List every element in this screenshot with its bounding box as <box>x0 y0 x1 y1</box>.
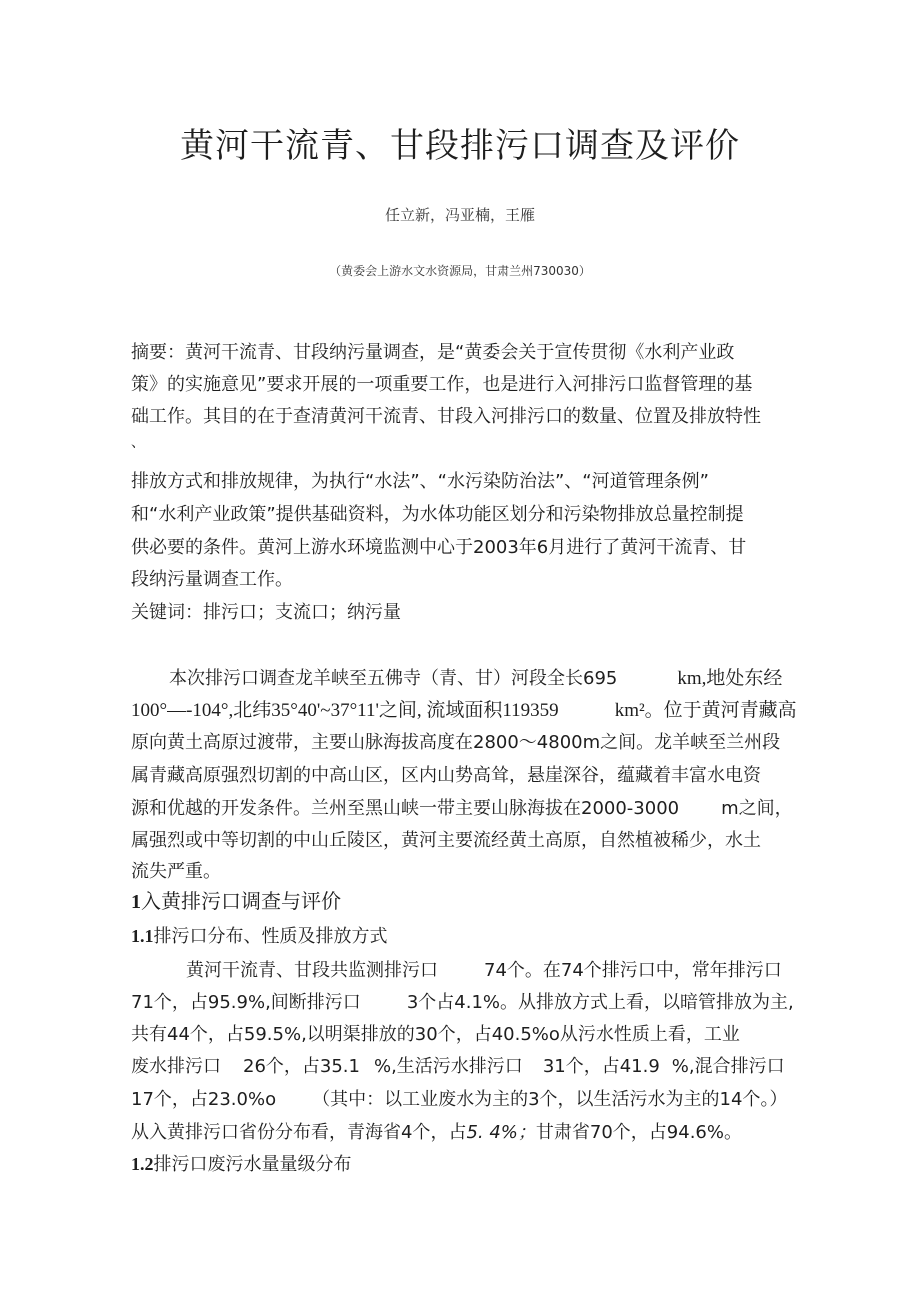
body-text: 本次排污口调查龙羊峡至五佛寺（青、甘）河段全长695 <box>169 668 618 689</box>
body-line: 原向黄土高原过渡带，主要山脉海拔高度在2800～4800m之间。龙羊峡至兰州段 <box>131 732 781 753</box>
body-text: 31个，占41.9 <box>542 1056 660 1077</box>
affiliation: （黄委会上游水文水资源局，甘肃兰州730030） <box>329 264 591 278</box>
body-line <box>131 1085 787 1111</box>
section-title: 排污口废污水量量级分布 <box>153 1154 352 1175</box>
body-line <box>131 988 794 1014</box>
body-text: 71个，占95.9%,间断排污口 <box>131 992 361 1013</box>
paper-title: 黄河干流青、甘段排污口调查及评价 <box>180 126 740 166</box>
body-text: km²。位于黄河青藏高 <box>614 700 797 721</box>
abstract-line: 础工作。其目的在于查清黄河干流青、甘段入河排污口的数量、位置及排放特性 <box>131 406 761 427</box>
body-text: 17个，占23.0%o <box>131 1089 277 1110</box>
body-text: %,混合排污口 <box>671 1056 785 1077</box>
body-text: 废水排污口 <box>131 1056 221 1077</box>
body-text: 26个，占35.1 <box>243 1056 360 1077</box>
body-text: 黄河干流青、甘段共监测排污口 <box>186 960 438 981</box>
body-text: （其中：以工业废水为主的3个，以生活污水为主的14个。） <box>312 1089 788 1110</box>
body-line <box>169 663 782 690</box>
body-line <box>131 1118 742 1144</box>
body-line <box>131 1052 785 1078</box>
keywords: 关键词：排污口；支流口；纳污量 <box>131 602 401 623</box>
subsection-heading <box>131 922 388 948</box>
section-number: 1.1 <box>131 926 154 946</box>
body-line <box>186 956 782 982</box>
body-text: km,地处东经 <box>677 668 783 689</box>
abstract-line: 摘要：黄河干流青、甘段纳污量调查，是“黄委会关于宣传贯彻《水利产业政 <box>131 342 735 363</box>
body-text: 3个占4.1%。从排放方式上看，以暗管排放为主, <box>406 992 794 1013</box>
body-text: %,生活污水排污口 <box>373 1056 523 1077</box>
abstract-line: 策》的实施意见”要求开展的一项重要工作，也是进行入河排污口监督管理的基 <box>131 374 753 395</box>
body-line: 共有44个，占59.5%,以明渠排放的30个，占40.5%o从污水性质上看，工业 <box>131 1024 740 1045</box>
abstract-line: 和“水利产业政策”提供基础资料，为水体功能区划分和污染物排放总量控制提 <box>131 504 744 525</box>
body-text: 从入黄排污口省份分布看，青海省4个，占 <box>131 1122 467 1143</box>
abstract-line: 排放方式和排放规律，为执行“水法”、“水污染防治法”、“河道管理条例” <box>131 471 709 492</box>
body-line: 属青藏高原强烈切割的中高山区，区内山势高耸，悬崖深谷，蕴藏着丰富水电资 <box>131 765 761 786</box>
section-number: 1.2 <box>131 1154 154 1174</box>
section-heading <box>131 885 341 914</box>
body-text: 100°—-104°,北纬35°40'~37°11'之间, 流域面积119359 <box>131 700 559 721</box>
abstract-line: 段纳污量调查工作。 <box>131 569 293 590</box>
abstract-line: 供必要的条件。黄河上游水环境监测中心于2003年6月进行了黄河干流青、甘 <box>131 537 747 558</box>
body-text: 源和优越的开发条件。兰州至黑山峡一带主要山脉海拔在2000-3000 <box>131 798 680 819</box>
author-list: 任立新，冯亚楠，王雁 <box>384 206 535 224</box>
section-title: 排污口分布、性质及排放方式 <box>153 926 388 947</box>
abstract-line: 、 <box>131 435 145 451</box>
body-text: 甘肃省70个，占94.6%。 <box>535 1122 742 1143</box>
subsection-heading <box>131 1150 352 1176</box>
section-number: 1 <box>131 891 141 913</box>
body-text: m之间， <box>721 798 793 819</box>
body-line: 流失严重。 <box>131 861 221 882</box>
body-text: 74个。在74个排污口中，常年排污口 <box>484 960 782 981</box>
body-line <box>131 794 793 820</box>
body-line: 属强烈或中等切割的中山丘陵区，黄河主要流经黄土高原，自然植被稀少，水土 <box>131 830 761 851</box>
section-title: 入黄排污口调查与评价 <box>141 889 341 913</box>
body-text: 5. 4%； <box>466 1122 536 1143</box>
body-line <box>131 695 797 722</box>
